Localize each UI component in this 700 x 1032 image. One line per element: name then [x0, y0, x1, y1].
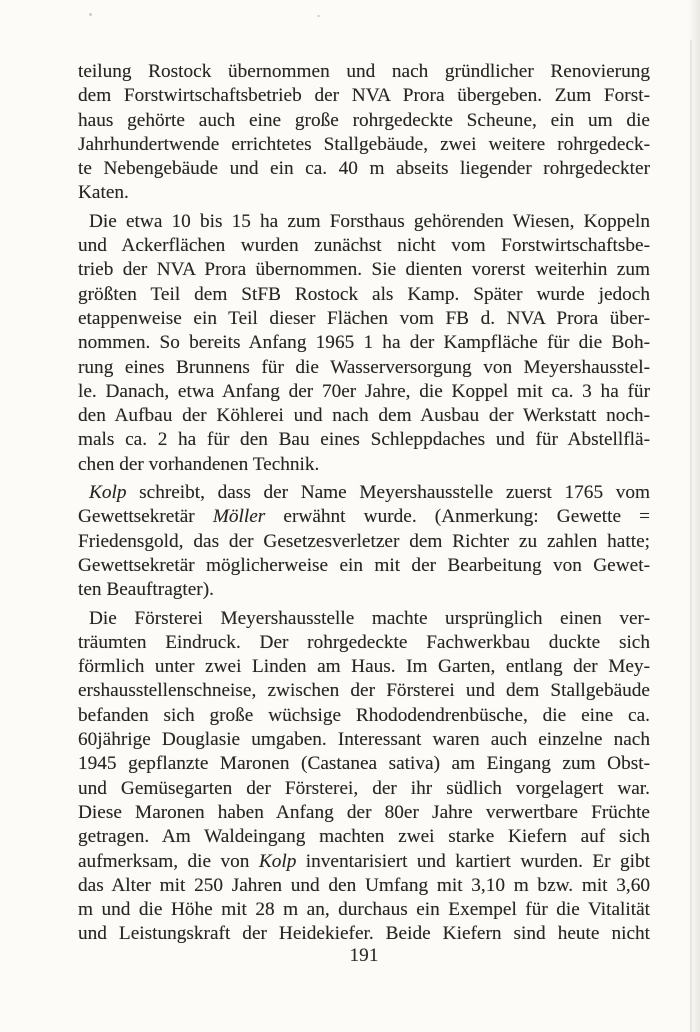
text-run: m und die Höhe mit 28 m an, durchaus ein Exempel für die Vitalität [78, 899, 650, 921]
text-run: förmlich unter zwei Linden am Haus. Im Garten, entlang der Mey- [78, 656, 650, 678]
text-run: etappenweise ein Teil dieser Flächen vom FB d. NVA Prora über- [78, 307, 650, 329]
text-run: und Ackerflächen wurden zunächst nicht vom Forstwirtschaftsbe- [78, 235, 650, 257]
paragraph [78, 60, 650, 206]
scan-speck [317, 15, 320, 17]
text-run: 1945 gepflanzte Maronen (Castanea sativa) am Eingang zum Obst- [78, 753, 650, 775]
italic-text-run: Kolp [258, 850, 297, 872]
scan-edge-shadow [688, 0, 700, 1032]
text-line [78, 752, 650, 776]
text-line [78, 356, 650, 380]
text-line [78, 331, 650, 355]
text-run: getragen. Am Waldeingang machten zwei starke Kiefern auf sich [78, 826, 650, 848]
text-line [78, 578, 650, 602]
text-run: ten Beauftragter). [78, 579, 214, 601]
text-line [78, 874, 650, 898]
text-line [78, 728, 650, 752]
text-run: Jahrhundertwende errichtetes Stallgebäude, zwei weitere rohrgedeck- [78, 133, 650, 155]
text-line [78, 428, 650, 452]
text-line [78, 157, 650, 181]
text-line [78, 84, 650, 108]
text-run: das Alter mit 250 Jahren und den Umfang mit 3,10 m bzw. mit 3,60 [78, 874, 650, 896]
text-line [78, 554, 650, 578]
text-line [78, 505, 650, 529]
text-run: haus gehörte auch eine große rohrgedeckte Scheune, ein um die [78, 109, 650, 131]
text-line [78, 655, 650, 679]
text-run: chen der vorhandenen Technik. [78, 453, 320, 475]
text-line [78, 607, 650, 631]
italic-text-run: Kolp [89, 482, 127, 504]
text-run: le. Danach, etwa Anfang der 70er Jahre, die Koppel mit ca. 3 ha für [78, 380, 650, 402]
page-number: 191 [349, 945, 379, 966]
text-run: den Aufbau der Köhlerei und nach dem Ausbau der Werkstatt noch- [78, 405, 650, 427]
text-line [78, 283, 650, 307]
text-run: Die etwa 10 bis 15 ha zum Forsthaus gehörenden Wiesen, Koppeln [89, 210, 650, 232]
text-line [78, 530, 650, 554]
scan-speck [89, 13, 92, 16]
text-run: aufmerksam, die von [78, 850, 259, 872]
text-run: teilung Rostock übernommen und nach gründlicher Renovierung [78, 61, 650, 82]
text-run: Die Försterei Meyershausstelle machte ursprünglich einen ver- [89, 607, 650, 629]
text-line [78, 181, 650, 205]
text-run: träumten Eindruck. Der rohrgedeckte Fachwerkbau duckte sich [78, 631, 650, 653]
text-line [78, 133, 650, 157]
text-run: Diese Maronen haben Anfang der 80er Jahre verwertbare Früchte [78, 801, 650, 823]
text-line [78, 453, 650, 477]
text-run: und Gemüsegarten der Försterei, der ihr südlich vorgelagert war. [78, 777, 650, 799]
text-line [78, 258, 650, 282]
text-line [78, 777, 650, 801]
text-line [78, 481, 650, 505]
text-line [78, 380, 650, 404]
text-line [78, 234, 650, 258]
paragraph [78, 210, 650, 477]
text-run: Katen. [78, 182, 129, 204]
text-run: befanden sich große wüchsige Rhododendrenbüsche, die eine ca. [78, 704, 650, 726]
text-line [78, 704, 650, 728]
text-line [78, 801, 650, 825]
scan-edge-line [690, 40, 692, 1032]
paragraph [78, 607, 650, 947]
text-line [78, 307, 650, 331]
text-run: Friedensgold, das der Gesetzesverletzer dem Richter zu zahlen hatte; [78, 530, 650, 552]
text-run: mals ca. 2 ha für den Bau eines Schleppdaches und für Abstellflä- [78, 429, 650, 451]
text-run: Gewettsekretär möglicherweise ein mit der Bearbeitung von Gewet- [78, 554, 650, 576]
text-run: schreibt, dass der Name Meyershausstelle zuerst 1765 vom [126, 482, 650, 504]
page-text-column [78, 60, 650, 951]
text-run: nommen. So bereits Anfang 1965 1 ha der Kampfläche für die Boh- [78, 332, 650, 354]
text-line [78, 898, 650, 922]
text-run: rung eines Brunnens für die Wasserversorgung von Meyershausstel- [78, 356, 650, 378]
text-line [78, 404, 650, 428]
text-run: Gewettsekretär [78, 506, 213, 528]
text-run: inventarisiert und kartiert wurden. Er gibt [296, 850, 650, 872]
text-line [78, 679, 650, 703]
text-run: ershausstellenschneise, zwischen der Försterei und dem Stallgebäude [78, 680, 650, 702]
text-run: 60jährige Douglasie umgaben. Interessant waren auch einzelne nach [78, 729, 650, 751]
text-run: größten Teil dem StFB Rostock als Kamp. Später wurde jedoch [78, 283, 650, 305]
text-run: erwähnt wurde. (Anmerkung: Gewette = [265, 506, 650, 528]
paragraph [78, 481, 650, 602]
text-line [78, 631, 650, 655]
text-line [78, 850, 650, 874]
text-run: te Nebengebäude und ein ca. 40 m abseits liegender rohrgedeckter [78, 158, 650, 180]
text-line [78, 109, 650, 133]
text-run: trieb der NVA Prora übernommen. Sie dienten vorerst weiterhin zum [78, 259, 650, 281]
text-run: dem Forstwirtschaftsbetrieb der NVA Prora übergeben. Zum Forst- [78, 85, 650, 107]
italic-text-run: Möller [212, 506, 266, 528]
text-run: und Leistungskraft der Heidekiefer. Beide Kiefern sind heute nicht [78, 923, 650, 945]
text-line [78, 60, 650, 84]
text-line [78, 210, 650, 234]
text-line [78, 825, 650, 849]
